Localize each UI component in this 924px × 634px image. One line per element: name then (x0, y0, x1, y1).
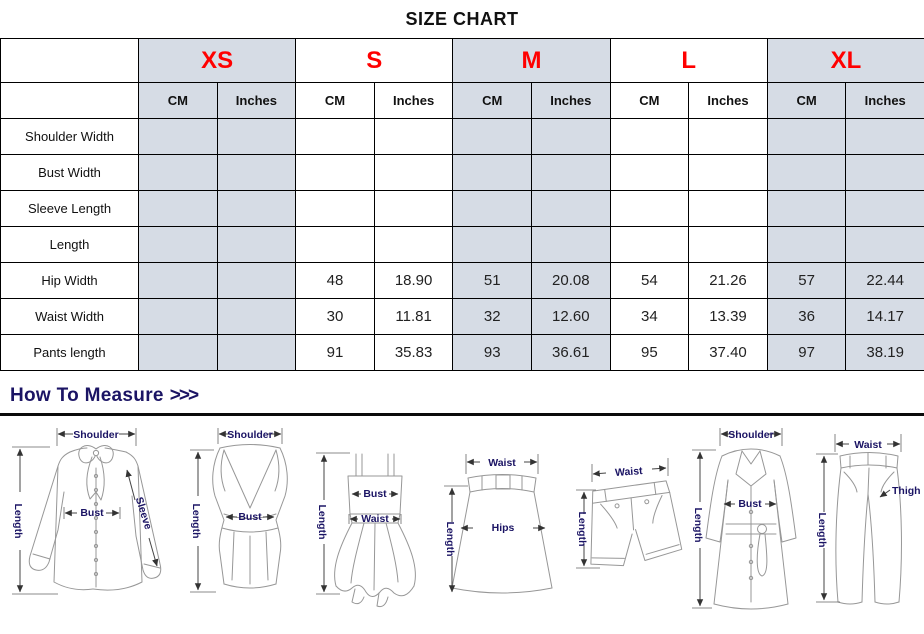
cell (139, 191, 218, 227)
cell (139, 299, 218, 335)
cell: 14.17 (846, 299, 924, 335)
cell (767, 155, 846, 191)
unit-cm-l: CM (610, 83, 689, 119)
cell (846, 191, 924, 227)
cell (767, 191, 846, 227)
cell (217, 299, 296, 335)
row-label: Shoulder Width (1, 119, 139, 155)
cell (296, 227, 375, 263)
cell (453, 191, 532, 227)
cell: 21.26 (689, 263, 768, 299)
dress-waist-label: Waist (361, 513, 389, 525)
cell (532, 119, 611, 155)
row-label: Pants length (1, 335, 139, 371)
unit-cm-m: CM (453, 83, 532, 119)
table-row-sleeve-length (1, 191, 924, 227)
cell: 30 (296, 299, 375, 335)
cell (374, 227, 453, 263)
skirt-hips-label: Hips (491, 522, 515, 534)
cell (846, 119, 924, 155)
cell (139, 155, 218, 191)
cell (296, 119, 375, 155)
cell (767, 227, 846, 263)
cell (296, 155, 375, 191)
table-row-length (1, 227, 924, 263)
unit-inches-m: Inches (532, 83, 611, 119)
cell (453, 119, 532, 155)
unit-cm-xs: CM (139, 83, 218, 119)
table-row-waist-width (1, 299, 924, 335)
row-label: Sleeve Length (1, 191, 139, 227)
coat-bust-label: Bust (738, 498, 762, 510)
cell (532, 191, 611, 227)
row-label: Bust Width (1, 155, 139, 191)
shorts-length-label: Length (576, 511, 588, 547)
pants-waist-label: Waist (854, 439, 882, 451)
cell: 34 (610, 299, 689, 335)
cell (610, 119, 689, 155)
unit-cm-xl: CM (767, 83, 846, 119)
cell (689, 119, 768, 155)
cell (689, 191, 768, 227)
cell: 13.39 (689, 299, 768, 335)
cell (767, 119, 846, 155)
unit-inches-l: Inches (689, 83, 768, 119)
coat-shoulder-label: Shoulder (728, 429, 774, 441)
cell: 91 (296, 335, 375, 371)
row-label: Waist Width (1, 299, 139, 335)
tank-bust-label: Bust (238, 511, 262, 523)
cell (610, 155, 689, 191)
blouse-length-label: Length (12, 503, 24, 539)
coat-outline (706, 449, 796, 609)
size-header-xs: XS (139, 39, 296, 83)
size-header-xl: XL (767, 39, 924, 83)
size-header-s: S (296, 39, 453, 83)
cell: 11.81 (374, 299, 453, 335)
unit-cm-s: CM (296, 83, 375, 119)
cell: 20.08 (532, 263, 611, 299)
cell: 36.61 (532, 335, 611, 371)
blouse-shoulder-label: Shoulder (73, 429, 119, 441)
figure-sleeveless-top (190, 428, 287, 592)
dress-outline (335, 454, 416, 607)
cell (217, 227, 296, 263)
cell: 22.44 (846, 263, 924, 299)
cell: 12.60 (532, 299, 611, 335)
size-header-m: M (453, 39, 610, 83)
cell (374, 119, 453, 155)
cell (217, 191, 296, 227)
row-label: Hip Width (1, 263, 139, 299)
cell: 93 (453, 335, 532, 371)
cell (217, 263, 296, 299)
pants-thigh-label: Thigh (892, 485, 921, 497)
blouse-bust-label: Bust (80, 507, 104, 519)
unit-corner-cell (1, 83, 139, 119)
skirt-length-label: Length (444, 521, 456, 557)
chevrons-icon: >>> (169, 385, 198, 406)
cell: 57 (767, 263, 846, 299)
figure-trench-coat (692, 428, 796, 609)
cell: 97 (767, 335, 846, 371)
cell (532, 227, 611, 263)
coat-length-label: Length (692, 507, 704, 543)
table-row-hip-width (1, 263, 924, 299)
cell (453, 227, 532, 263)
cell (689, 155, 768, 191)
blouse-sleeve-label: Sleeve (132, 495, 155, 532)
cell: 48 (296, 263, 375, 299)
cell (139, 335, 218, 371)
pants-length-label: Length (816, 512, 828, 548)
tank-shoulder-label: Shoulder (227, 429, 273, 441)
size-chart-table (0, 38, 924, 371)
cell: 35.83 (374, 335, 453, 371)
unit-inches-s: Inches (374, 83, 453, 119)
cell (217, 119, 296, 155)
unit-inches-xl: Inches (846, 83, 924, 119)
cell (532, 155, 611, 191)
cell (610, 227, 689, 263)
how-to-measure-heading: How To Measure (10, 385, 164, 406)
dress-bust-label: Bust (363, 488, 387, 500)
cell: 32 (453, 299, 532, 335)
dress-length-label: Length (316, 504, 328, 540)
figure-blouse (12, 428, 161, 594)
table-row-bust-width (1, 155, 924, 191)
coat-measures (692, 428, 782, 608)
cell: 18.90 (374, 263, 453, 299)
figure-cami-dress (316, 453, 415, 607)
shorts-waist-label: Waist (614, 465, 643, 479)
table-row-shoulder-width (1, 119, 924, 155)
cell: 95 (610, 335, 689, 371)
size-header-row (1, 39, 924, 83)
cell (846, 227, 924, 263)
figure-skirt (444, 454, 552, 593)
cell (296, 191, 375, 227)
tank-measures (190, 428, 282, 592)
pants-outline (836, 453, 902, 605)
table-row-pants-length (1, 335, 924, 371)
size-header-l: L (610, 39, 767, 83)
tank-length-label: Length (190, 503, 202, 539)
row-label: Length (1, 227, 139, 263)
figure-pants (816, 434, 921, 604)
cell (846, 155, 924, 191)
cell (217, 335, 296, 371)
cell: 36 (767, 299, 846, 335)
cell (689, 227, 768, 263)
figure-shorts (576, 458, 683, 570)
cell: 51 (453, 263, 532, 299)
cell (139, 227, 218, 263)
measurement-figures (0, 416, 924, 628)
shorts-outline (581, 480, 683, 570)
cell: 54 (610, 263, 689, 299)
how-to-measure-bar (0, 371, 924, 416)
cell (453, 155, 532, 191)
cell: 37.40 (689, 335, 768, 371)
cell (610, 191, 689, 227)
corner-cell (1, 39, 139, 83)
cell (374, 191, 453, 227)
page-title: SIZE CHART (405, 9, 519, 29)
unit-inches-xs: Inches (217, 83, 296, 119)
cell (139, 263, 218, 299)
unit-header-row (1, 83, 924, 119)
cell (217, 155, 296, 191)
cell: 38.19 (846, 335, 924, 371)
skirt-waist-label: Waist (488, 457, 516, 469)
measurement-figures-svg (0, 416, 924, 628)
cell (139, 119, 218, 155)
cell (374, 155, 453, 191)
